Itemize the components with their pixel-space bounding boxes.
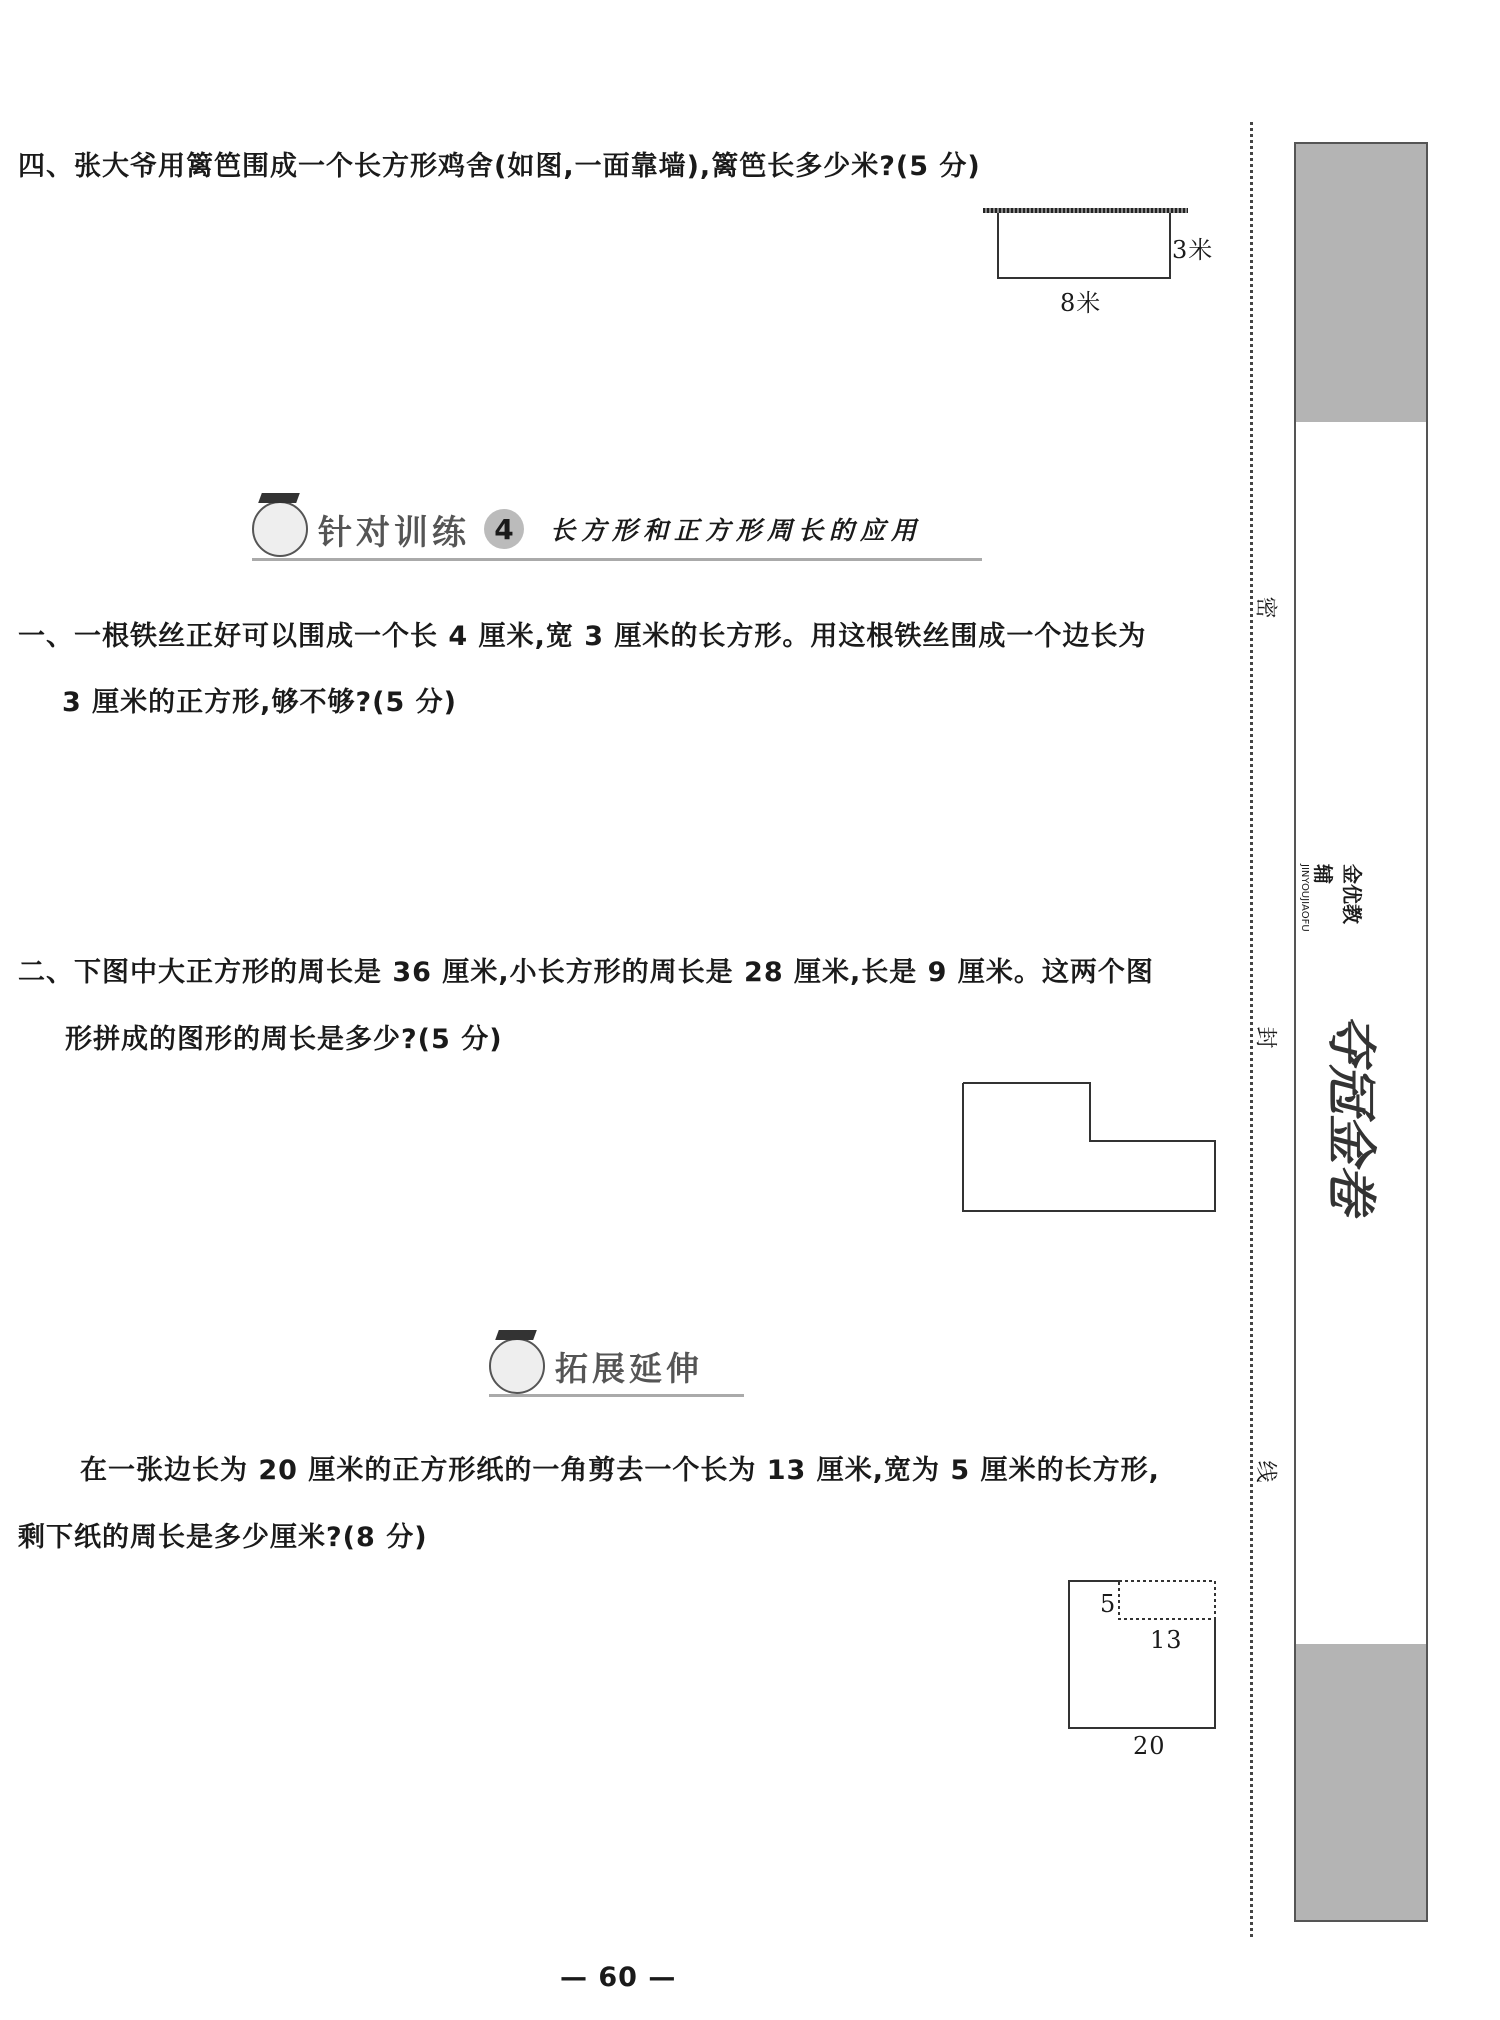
brand-sidebar — [1294, 142, 1428, 1922]
section-number: 4 — [484, 509, 524, 549]
margin-mi: 密 — [1252, 596, 1278, 619]
margin-feng: 封 — [1252, 1026, 1278, 1049]
l-shape-figure — [960, 1080, 1220, 1215]
section-subtitle: 长方形和正方形周长的应用 — [550, 516, 923, 545]
cut-width-label: 5 — [1100, 1590, 1117, 1618]
fig-height-label: 3米 — [1172, 236, 1214, 264]
mascot-icon — [489, 1338, 545, 1394]
section-title: 针对训练 — [318, 512, 470, 553]
page-number: — 60 — — [560, 1962, 677, 1993]
section-header-extension — [489, 1338, 744, 1397]
s1-question-1-line2: 3 厘米的正方形,够不够?(5 分) — [62, 687, 457, 718]
fig-width-label: 8米 — [1060, 289, 1102, 317]
s1-question-2-line2: 形拼成的图形的周长是多少?(5 分) — [65, 1024, 503, 1055]
section-title-extension: 拓展延伸 — [555, 1348, 703, 1388]
mascot-icon — [252, 501, 308, 557]
margin-xian: 线 — [1252, 1460, 1278, 1483]
cut-length-label: 13 — [1150, 1626, 1183, 1654]
side-length-label: 20 — [1133, 1732, 1166, 1760]
coop-figure — [983, 208, 1193, 288]
brand-logo — [1299, 864, 1368, 932]
series-title: 夺冠金卷 — [1322, 1014, 1380, 1214]
section-header-training — [252, 500, 982, 561]
logo-en: JINYOUJIAOFU — [1299, 864, 1310, 932]
ext-question-line1: 在一张边长为 20 厘米的正方形纸的一角剪去一个长为 13 厘米,宽为 5 厘米的长方形, — [80, 1455, 1160, 1486]
s1-question-2-line1: 二、下图中大正方形的周长是 36 厘米,小长方形的周长是 28 厘米,长是 9 厘米。这两个图 — [18, 957, 1154, 988]
s1-question-1-line1: 一、一根铁丝正好可以围成一个长 4 厘米,宽 3 厘米的长方形。用这根铁丝围成一个边长为 — [18, 621, 1147, 652]
ext-question-line2: 剩下纸的周长是多少厘米?(8 分) — [18, 1522, 428, 1553]
question-4: 四、张大爷用篱笆围成一个长方形鸡舍(如图,一面靠墙),篱笆长多少米?(5 分) — [18, 151, 981, 182]
cut-square-figure — [1066, 1578, 1221, 1733]
logo-cn: 金优教辅 — [1311, 864, 1364, 924]
